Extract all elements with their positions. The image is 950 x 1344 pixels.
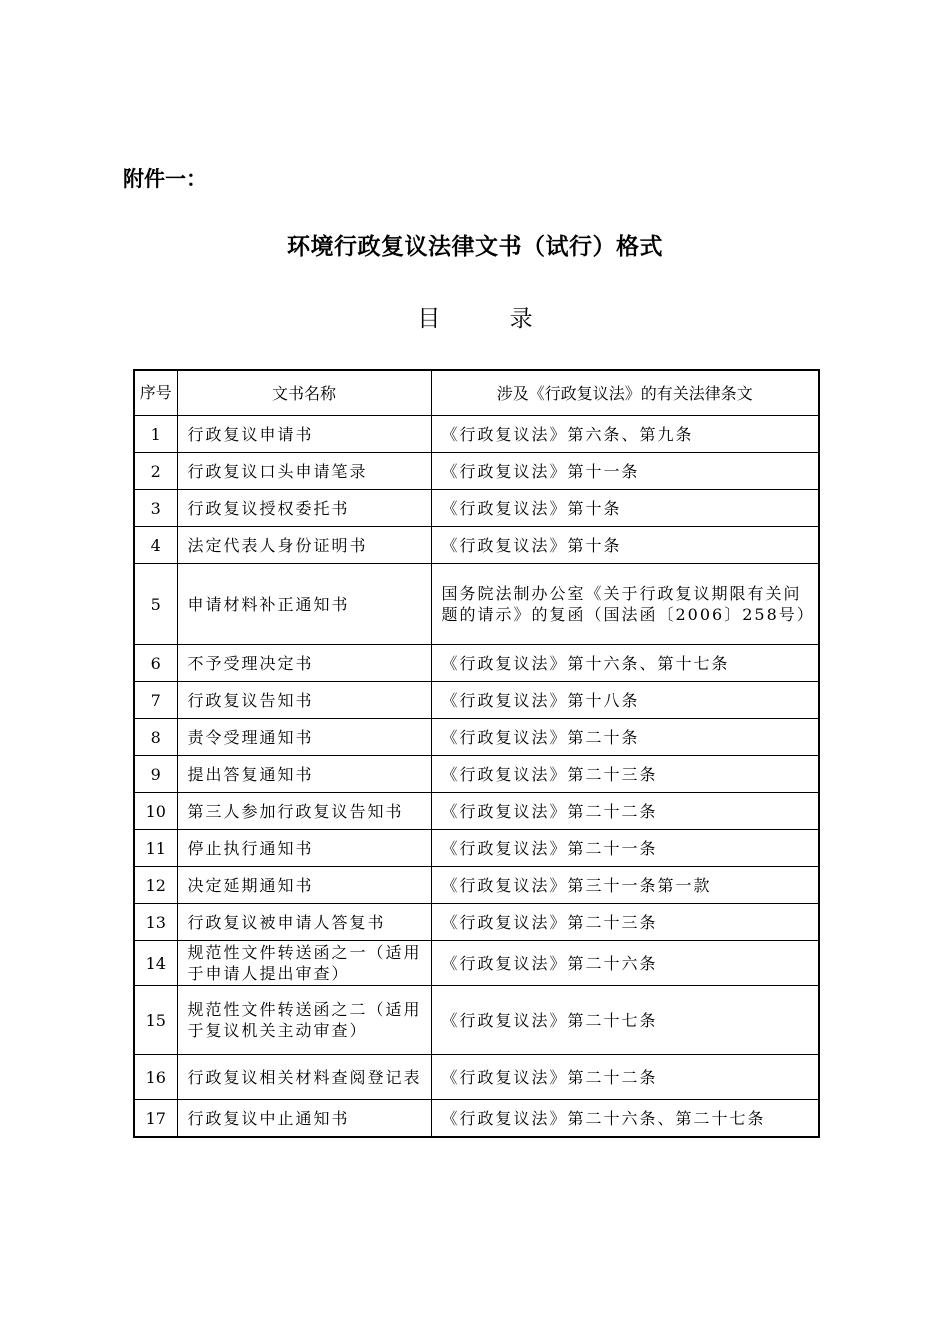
row-number: 11 (134, 830, 177, 867)
toc-heading: 目 录 (417, 306, 533, 332)
row-document-name: 行政复议告知书 (177, 682, 431, 719)
row-law-article: 《行政复议法》第二十条 (431, 719, 819, 756)
row-document-name: 申请材料补正通知书 (177, 564, 431, 645)
row-law-article: 《行政复议法》第十八条 (431, 682, 819, 719)
row-document-name: 规范性文件转送函之二（适用于复议机关主动审查） (177, 986, 431, 1055)
row-law-article: 《行政复议法》第十条 (431, 527, 819, 564)
row-document-name: 规范性文件转送函之一（适用于申请人提出审查） (177, 941, 431, 986)
row-number: 12 (134, 867, 177, 904)
row-document-name: 决定延期通知书 (177, 867, 431, 904)
row-law-article: 《行政复议法》第十一条 (431, 453, 819, 490)
row-number: 17 (134, 1100, 177, 1138)
row-number: 2 (134, 453, 177, 490)
row-law-article: 《行政复议法》第二十六条、第二十七条 (431, 1100, 819, 1138)
row-number: 5 (134, 564, 177, 645)
row-number: 15 (134, 986, 177, 1055)
row-number: 6 (134, 645, 177, 682)
row-number: 13 (134, 904, 177, 941)
table-row (134, 645, 819, 682)
row-document-name: 行政复议中止通知书 (177, 1100, 431, 1138)
row-document-name: 行政复议口头申请笔录 (177, 453, 431, 490)
row-law-article: 《行政复议法》第二十三条 (431, 756, 819, 793)
row-number: 4 (134, 527, 177, 564)
table-row (134, 527, 819, 564)
header-law: 涉及《行政复议法》的有关法律条文 (431, 370, 819, 416)
table-header-row (134, 370, 819, 416)
table-row (134, 986, 819, 1055)
table-row (134, 490, 819, 527)
row-law-article: 《行政复议法》第十条 (431, 490, 819, 527)
row-number: 8 (134, 719, 177, 756)
row-document-name: 提出答复通知书 (177, 756, 431, 793)
row-number: 9 (134, 756, 177, 793)
table-row (134, 756, 819, 793)
table-row (134, 416, 819, 453)
table-row (134, 1100, 819, 1138)
row-law-article: 《行政复议法》第二十二条 (431, 793, 819, 830)
row-document-name: 行政复议相关材料查阅登记表 (177, 1055, 431, 1100)
row-document-name: 行政复议授权委托书 (177, 490, 431, 527)
row-law-article: 国务院法制办公室《关于行政复议期限有关问题的请示》的复函（国法函〔2006〕258号） (431, 564, 819, 645)
row-document-name: 行政复议被申请人答复书 (177, 904, 431, 941)
row-number: 7 (134, 682, 177, 719)
row-law-article: 《行政复议法》第二十二条 (431, 1055, 819, 1100)
row-number: 10 (134, 793, 177, 830)
row-document-name: 责令受理通知书 (177, 719, 431, 756)
table-body (134, 416, 819, 1138)
table-row (134, 682, 819, 719)
table-row (134, 793, 819, 830)
row-law-article: 《行政复议法》第二十七条 (431, 986, 819, 1055)
attachment-label: 附件一： (123, 167, 207, 191)
header-seq: 序号 (134, 370, 177, 416)
row-document-name: 行政复议申请书 (177, 416, 431, 453)
document-title: 环境行政复议法律文书（试行）格式 (287, 233, 663, 260)
table-row (134, 719, 819, 756)
toc-table (133, 369, 820, 1138)
row-law-article: 《行政复议法》第三十一条第一款 (431, 867, 819, 904)
header-name: 文书名称 (177, 370, 431, 416)
table-row (134, 867, 819, 904)
row-document-name: 停止执行通知书 (177, 830, 431, 867)
row-law-article: 《行政复议法》第二十三条 (431, 904, 819, 941)
row-law-article: 《行政复议法》第十六条、第十七条 (431, 645, 819, 682)
row-document-name: 第三人参加行政复议告知书 (177, 793, 431, 830)
row-law-article: 《行政复议法》第二十一条 (431, 830, 819, 867)
row-document-name: 不予受理决定书 (177, 645, 431, 682)
row-number: 1 (134, 416, 177, 453)
table-row (134, 830, 819, 867)
row-document-name: 法定代表人身份证明书 (177, 527, 431, 564)
table-row (134, 453, 819, 490)
row-law-article: 《行政复议法》第二十六条 (431, 941, 819, 986)
row-number: 16 (134, 1055, 177, 1100)
table-row (134, 904, 819, 941)
table-row (134, 941, 819, 986)
row-law-article: 《行政复议法》第六条、第九条 (431, 416, 819, 453)
table-row (134, 564, 819, 645)
row-number: 3 (134, 490, 177, 527)
row-number: 14 (134, 941, 177, 986)
table-row (134, 1055, 819, 1100)
